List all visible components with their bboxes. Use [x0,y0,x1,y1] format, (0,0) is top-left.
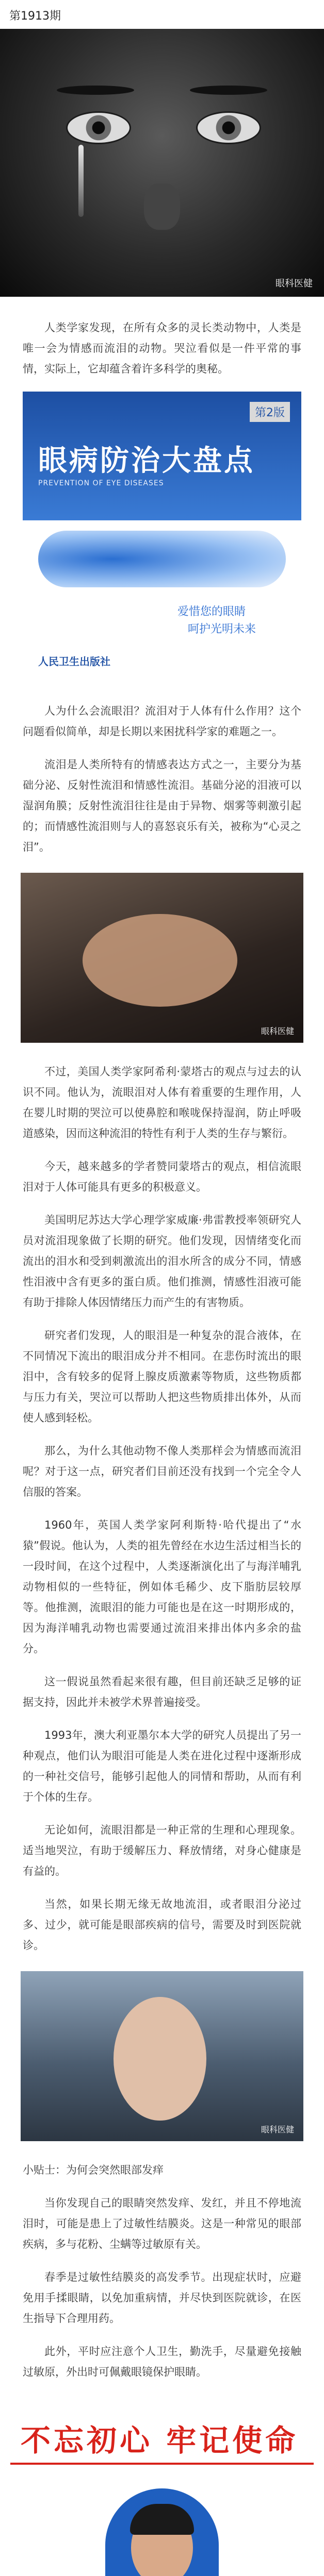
watermark: 眼科医健 [276,278,313,289]
book-cover [23,392,301,680]
doctor-portrait [105,2488,219,2576]
book-quote-line-1: 爱惜您的眼睛 [177,605,246,618]
hero-image-crying-eyes [0,29,324,297]
paragraph-7: 研究者们发现，人的眼泪是一种复杂的混合液体，在不同情况下流出的眼泪成分并不相同。在悲伤时流出的眼泪中，含有较多的促肾上腺皮质激素等物质，这些物质都与压力有关，哭泣可以帮助人把这些物质排出体外，从而使人感到轻松。 [23,1329,301,1424]
paragraph-12: 无论如何，流眼泪都是一种正常的生理和心理现象。适当地哭泣，有助于缓解压力、释放情绪，对身心健康是有益的。 [23,1824,301,1877]
paragraph-10: 这一假说虽然看起来很有趣，但目前还缺乏足够的证据支持，因此并未被学术界普遍接受。 [23,1675,301,1708]
slogan-text: 不忘初心 牢记使命 [21,2423,299,2458]
paragraph-9: 1960年，英国人类学家阿利斯特·哈代提出了“水猿”假说。他认为，人类的祖先曾经在水边生活过相当长的一段时间，在这个过程中，人类逐渐演化出了与海洋哺乳动物相似的一些特征，例如体毛稀少、皮下脂肪层较厚等。他推测，流眼泪的能力可能也是在这一时期形成的，因为海洋哺乳动物也需要通过流泪来排出体内多余的盐分。 [23,1519,301,1655]
eyebrow-right [190,86,267,95]
paragraph-3: 流泪是人类所特有的情感表达方式之一，主要分为基础分泌、反射性流泪和情感性流泪。基础分泌的泪液可以湿润角膜；反射性流泪往往是由于异物、烟雾等刺激引起的；而情感性流泪则与人的喜怒哀乐有关，被称为“心灵之泪”。 [23,758,301,853]
doctor-hair [130,2504,194,2535]
paragraph-5: 今天，越来越多的学者赞同蒙塔古的观点，相信流眼泪对于人体可能具有更多的积极意义。 [23,1160,301,1193]
book-quote-line-2: 呵护光明未来 [188,623,256,636]
paragraph-13: 当然，如果长期无缘无故地流泪，或者眼泪分泌过多、过少，就可能是眼部疾病的信号，需要及时到医院就诊。 [23,1898,301,1952]
face-shape [114,1997,206,2121]
book-publisher: 人民卫生出版社 [38,655,110,668]
tips-paragraph-3: 此外，平时应注意个人卫生，勤洗手，尽量避免接触过敏原，外出时可佩戴眼镜保护眼睛。 [23,2345,301,2378]
watermark: 眼科医健 [261,2125,294,2134]
paragraph-4: 不过，美国人类学家阿希利·蒙塔古的观点与过去的认识不同。他认为，流眼泪对人体有着重要的生理作用，人在婴儿时期的哭泣可以使鼻腔和喉咙保持湿润，防止呼吸道感染，因而这种流泪的特性有利于人类的生存与繁衍。 [23,1065,301,1140]
book-subtitle: PREVENTION OF EYE DISEASES [38,479,164,487]
tear-drop [78,145,84,217]
paragraph-6: 美国明尼苏达大学心理学家威廉·弗雷教授率领研究人员对流泪现象做了长期的研究。他们发现，因情绪变化而流出的泪水和受到刺激流出的泪水所含的成分不同，情感性泪液中含有更多的蛋白质。他们推测，情感性泪液可能有助于排除人体因情绪压力而产生的有害物质。 [23,1214,301,1309]
book-edition: 第2版 [250,402,290,422]
photo-woman-tear [21,1971,303,2141]
slogan-banner [0,2401,324,2478]
face-shape [83,914,237,1007]
watermark: 眼科医健 [261,1026,294,1036]
book-eye-illustration [38,531,286,587]
issue-number: 第1913期 [9,10,61,23]
paragraph-8: 那么，为什么其他动物不像人类那样会为情感而流泪呢？对于这一点，研究者们目前还没有找到一个完全令人信服的答案。 [23,1445,301,1498]
book-title: 眼病防治大盘点 [38,444,255,478]
eyebrow-left [57,86,134,95]
paragraph-11: 1993年，澳大利亚墨尔本大学的研究人员提出了另一种观点，他们认为眼泪可能是人类在进化过程中逐渐形成的一种社交信号，能够引起他人的同情和帮助，从而有利于个体的生存。 [23,1729,301,1803]
tips-paragraph-2: 春季是过敏性结膜炎的高发季节。出现症状时，应避免用手揉眼睛，以免加重病情，并尽快到医院就诊，在医生指导下合理用药。 [23,2271,301,2325]
slogan-underline [10,2463,314,2465]
tips-title: 小贴士：为何会突然眼部发痒 [23,2164,164,2176]
nose [144,183,180,230]
photo-crying-child [21,873,303,1043]
paragraph-1: 人类学家发现，在所有众多的灵长类动物中，人类是唯一会为情感而流泪的动物。哭泣看似是一件平常的事情，实际上，它却蕴含着许多科学的奥秘。 [23,321,301,375]
paragraph-2: 人为什么会流眼泪？流泪对于人体有什么作用？这个问题看似简单，却是长期以来困扰科学家的难题之一。 [23,705,301,738]
eye-right [196,111,261,144]
tips-paragraph-1: 当你发现自己的眼睛突然发痒、发红，并且不停地流泪时，可能是患上了过敏性结膜炎。这是一种常见的眼部疾病，多与花粉、尘螨等过敏原有关。 [23,2197,301,2250]
eye-left [66,111,131,144]
